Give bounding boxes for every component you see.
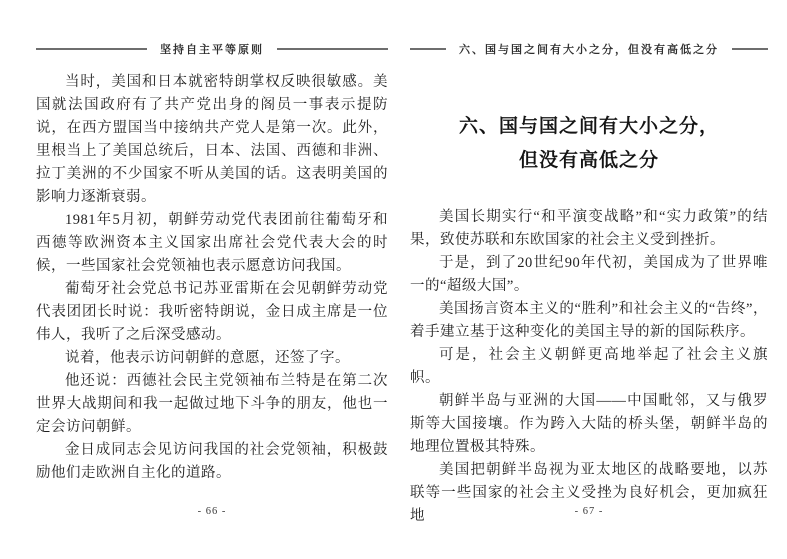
header-rule-right [277, 48, 388, 50]
body-paragraph: 美国扬言资本主义的“胜利”和社会主义的“告终”，着手建立基于这种变化的美国主导的新的国际秩序。 [410, 301, 768, 340]
left-running-header-title: 坚持自主平等原则 [160, 44, 264, 56]
left-running-header [36, 40, 388, 58]
chapter-title-line-1: 六、国与国之间有大小之分， [458, 116, 719, 137]
header-rule-right [732, 48, 768, 50]
left-page-number: - 66 - [197, 506, 227, 517]
body-paragraph: 他还说：西德社会民主党领袖布兰特是在第二次世界大战期间和我一起做过地下斗争的朋友，他也一定会访问朝鲜。 [36, 373, 388, 435]
left-page [36, 40, 388, 520]
header-rule-left [36, 48, 147, 50]
chapter-title-line-2: 但没有高低之分 [518, 150, 659, 171]
header-rule-left [410, 48, 446, 50]
body-paragraph: 美国长期实行“和平演变战略”和“实力政策”的结果，致使苏联和东欧国家的社会主义受到挫折。 [410, 209, 768, 248]
body-paragraph: 1981年5月初，朝鲜劳动党代表团前往葡萄牙和西德等欧洲资本主义国家出席社会党代表大会的时候，一些国家社会党领袖也表示愿意访问我国。 [36, 212, 388, 274]
body-paragraph: 金日成同志会见访问我国的社会党领袖，积极鼓励他们走欧洲自主化的道路。 [36, 442, 388, 481]
body-paragraph: 葡萄牙社会党总书记苏亚雷斯在会见朝鲜劳动党代表团团长时说：我听密特朗说，金日成主席是一位伟人，我听了之后深受感动。 [36, 281, 388, 343]
right-page [410, 40, 768, 524]
right-running-header-title: 六、国与国之间有大小之分，但没有高低之分 [459, 44, 719, 56]
body-paragraph: 朝鲜半岛与亚洲的大国——中国毗邻，又与俄罗斯等大国接壤。作为跨入大陆的桥头堡，朝鲜半岛的地理位置极其特殊。 [410, 393, 768, 455]
right-page-number: - 67 - [574, 506, 604, 517]
chapter-title [410, 110, 768, 178]
body-paragraph: 说着，他表示访问朝鲜的意愿，还签了字。 [65, 350, 350, 366]
right-running-header [410, 40, 768, 58]
right-page-body [410, 206, 768, 528]
body-paragraph: 可是，社会主义朝鲜更高地举起了社会主义旗帜。 [410, 347, 768, 386]
body-paragraph: 美国把朝鲜半岛视为亚太地区的战略要地，以苏联等一些国家的社会主义受挫为良好机会，更加疯狂地 [410, 462, 768, 524]
body-paragraph: 当时，美国和日本就密特朗掌权反映很敏感。美国就法国政府有了共产党出身的阁员一事表示提防说，在西方盟国当中接纳共产党人是第一次。此外，里根当上了美国总统后，日本、法国、西德和非洲、拉丁美洲的不少国家不听从美国的话。这表明美国的影响力逐渐衰弱。 [36, 74, 388, 205]
body-paragraph: 于是，到了20世纪90年代初，美国成为了世界唯一的“超级大国”。 [410, 255, 768, 294]
left-page-body [36, 71, 388, 485]
